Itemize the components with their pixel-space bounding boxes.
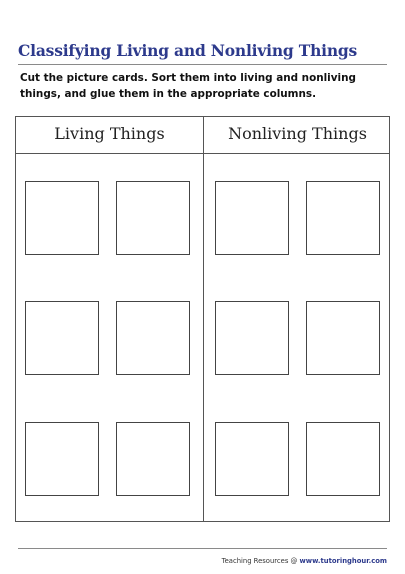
living-card-slot xyxy=(25,181,99,255)
footer-prefix: Teaching Resources @ xyxy=(221,557,298,565)
nonliving-card-slot xyxy=(215,422,289,496)
living-card-slot xyxy=(25,301,99,375)
header-divider xyxy=(16,153,389,154)
living-card-slot xyxy=(116,422,190,496)
nonliving-card-slot xyxy=(306,181,380,255)
column-divider xyxy=(203,117,204,521)
nonliving-card-slot xyxy=(306,422,380,496)
living-card-slot xyxy=(25,422,99,496)
living-things-header: Living Things xyxy=(54,124,165,143)
nonliving-card-slot xyxy=(306,301,380,375)
nonliving-things-header: Nonliving Things xyxy=(228,124,367,143)
worksheet-title: Classifying Living and Nonliving Things xyxy=(18,41,358,60)
footer-url[interactable]: www.tutoringhour.com xyxy=(299,557,387,565)
nonliving-card-slot xyxy=(215,181,289,255)
living-card-slot xyxy=(116,301,190,375)
footer-credit xyxy=(222,557,387,565)
nonliving-card-slot xyxy=(215,301,289,375)
title-divider xyxy=(18,64,387,65)
footer-divider xyxy=(18,548,387,549)
instructions-text: Cut the picture cards. Sort them into living and nonliving things, and glue them in the appropriate columns. xyxy=(20,72,356,100)
living-card-slot xyxy=(116,181,190,255)
sorting-table xyxy=(15,116,390,522)
